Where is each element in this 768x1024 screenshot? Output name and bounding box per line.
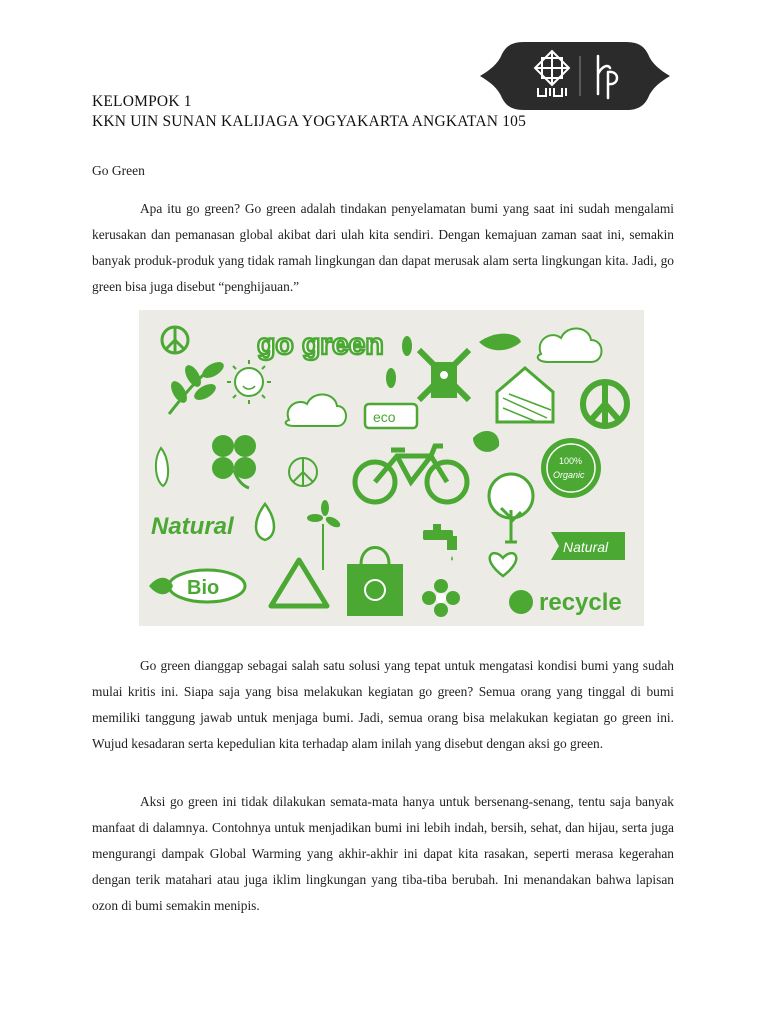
natural-banner-label: Natural: [563, 539, 609, 555]
go-green-illustration: [139, 310, 644, 626]
paragraph-3: Aksi go green ini tidak dilakukan semata-mata hanya untuk bersenang-senang, tentu saja banyak manfaat di dalamnya. Contohnya untuk menjadikan bumi ini lebih indah, bersih, sehat, dan hijau, serta juga mengurangi dampak Global Warming yang akhir-akhir ini dapat kita rasakan, seperti merasa kegerahan dengan terik matahari atau juga iklim lingkungan yang tiba-tiba berubah. Ini menandakan bahwa lapisan ozon di bumi semakin menipis.: [92, 794, 674, 913]
recycle-label: recycle: [539, 589, 622, 616]
eco-tag-icon: [365, 404, 417, 428]
heading-line-group: KELOMPOK 1: [92, 93, 192, 110]
recycle-label-group: [509, 589, 622, 616]
paragraph-1: Apa itu go green? Go green adalah tindakan penyelamatan bumi yang saat ini sudah mengalami kerusakan dan pemanasan global akibat dari ulah kita sendiri. Dengan kemajuan zaman saat ini, semakin banyak produk-produk yang tidak ramah lingkungan dan dapat merusak alam serta lingkungan kita. Jadi, go green bisa juga disebut “penghijauan.”: [92, 201, 674, 294]
organic-label-text: Organic: [553, 470, 585, 480]
go-green-title: go green: [257, 328, 384, 361]
natural-banner-icon: [551, 532, 625, 560]
logo-text-left: UIN: [480, 29, 509, 46]
organic-seal-icon: [541, 438, 601, 498]
heading-line-program: KKN UIN SUNAN KALIJAGA YOGYAKARTA ANGKATAN 105: [92, 113, 527, 130]
paragraph-2: Go green dianggap sebagai salah satu solusi yang tepat untuk mengatasi kondisi bumi yang sudah mulai kritis ini. Siapa saja yang bisa melakukan kegiatan go green? Semua orang yang tinggal di bumi memiliki tanggung jawab untuk menjaga bumi. Jadi, semua orang bisa melakukan kegiatan go green ini. Wujud kesadaran serta kepedulian kita terhadap alam inilah yang disebut dengan aksi go green.: [92, 658, 674, 751]
organic-label-percent: 100%: [559, 456, 583, 466]
bio-label: Bio: [187, 577, 220, 599]
natural-script-label: Natural: [151, 513, 234, 540]
eco-label: eco: [373, 409, 396, 425]
section-title: Go Green: [92, 163, 145, 178]
document-heading: [92, 92, 692, 132]
